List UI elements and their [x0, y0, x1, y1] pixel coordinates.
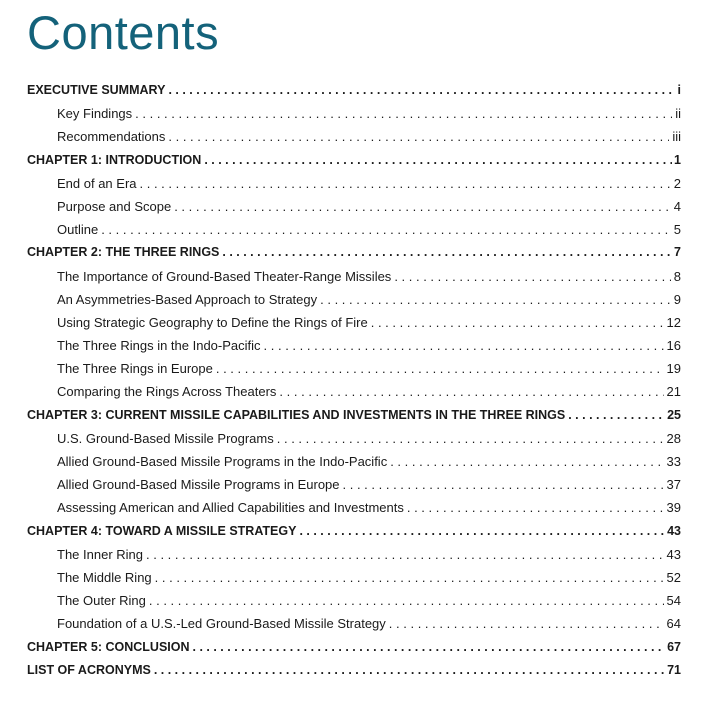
toc-entry-page: 43	[666, 546, 681, 562]
toc-entry-rings-indo-pacific[interactable]	[27, 334, 681, 357]
dot-leader	[279, 380, 663, 403]
toc-entry-page: i	[677, 83, 681, 97]
toc-entry-label: Allied Ground-Based Missile Programs in the Indo-Pacific	[57, 454, 388, 469]
toc-entry-chapter-4[interactable]	[27, 520, 681, 543]
toc-entry-inner-ring[interactable]	[27, 543, 681, 566]
toc-entry-label: LIST OF ACRONYMS	[27, 662, 151, 677]
dot-leader	[168, 79, 675, 102]
toc-entry-label: Using Strategic Geography to Define the Rings of Fire	[57, 314, 368, 330]
toc-entry-label: CHAPTER 4: TOWARD A MISSILE STRATEGY	[27, 523, 297, 538]
toc-entry-ground-based-missiles[interactable]	[27, 265, 681, 288]
dot-leader	[146, 543, 664, 566]
dot-leader	[343, 473, 664, 496]
toc-entry-page: 43	[667, 523, 681, 538]
toc-entry-executive-summary[interactable]	[27, 79, 681, 102]
dot-leader	[389, 612, 664, 635]
toc-entry-label: Allied Ground-Based Missile Programs in Europe	[57, 477, 340, 493]
dot-leader	[193, 636, 666, 659]
toc-entry-recommendations[interactable]	[27, 125, 681, 148]
toc-entry-page: 28	[666, 430, 681, 446]
toc-entry-label: An Asymmetries-Based Approach to Strategy	[57, 291, 318, 307]
toc-entry-allied-indo-pacific[interactable]	[27, 450, 681, 473]
dot-leader	[135, 102, 672, 125]
toc-entry-label: The Importance of Ground-Based Theater-Range Missiles	[57, 268, 392, 284]
toc-entry-label: The Three Rings in Europe	[57, 361, 213, 377]
toc-entry-page: 2	[673, 175, 681, 191]
toc-entry-outline[interactable]	[27, 218, 681, 241]
toc-entry-label: The Outer Ring	[57, 593, 146, 609]
dot-leader	[149, 589, 664, 612]
toc-entry-label: Assessing American and Allied Capabilities and Investments	[57, 500, 404, 516]
page-title: Contents	[27, 6, 220, 59]
toc-entry-page: 25	[667, 407, 681, 422]
dot-leader	[222, 241, 672, 264]
toc-entry-label: U.S. Ground-Based Missile Programs	[57, 430, 274, 446]
toc-entry-page: 8	[673, 268, 681, 284]
toc-entry-page: 16	[666, 338, 681, 354]
toc-entry-label: CHAPTER 1: INTRODUCTION	[27, 152, 202, 167]
toc-entry-asymmetries-approach[interactable]	[27, 288, 681, 311]
toc-entry-page: 7	[674, 245, 681, 260]
toc-entry-assessing-capabilities[interactable]	[27, 496, 681, 519]
toc-entry-page: 21	[666, 384, 681, 400]
toc-entry-comparing-rings[interactable]	[27, 380, 681, 403]
toc-entry-page: 19	[666, 361, 681, 377]
toc-entry-page: 52	[666, 569, 681, 585]
toc-entry-strategic-geography[interactable]	[27, 311, 681, 334]
dot-leader	[204, 149, 672, 172]
toc-entry-label: The Inner Ring	[57, 546, 143, 562]
toc-entry-label: CHAPTER 2: THE THREE RINGS	[27, 245, 220, 260]
dot-leader	[568, 404, 665, 427]
toc-entry-foundation-strategy[interactable]	[27, 612, 681, 635]
toc-entry-page: 64	[666, 616, 681, 632]
table-of-contents	[27, 79, 681, 682]
toc-entry-label: EXECUTIVE SUMMARY	[27, 83, 166, 97]
toc-entry-chapter-3[interactable]	[27, 404, 681, 427]
toc-entry-allied-europe[interactable]	[27, 473, 681, 496]
dot-leader	[174, 195, 671, 218]
toc-entry-label: Outline	[57, 222, 99, 238]
dot-leader	[277, 427, 664, 450]
dot-leader	[390, 450, 663, 473]
toc-entry-page: 5	[673, 222, 681, 238]
toc-entry-page: 67	[667, 639, 681, 654]
toc-entry-page: 71	[667, 662, 681, 677]
toc-entry-key-findings[interactable]	[27, 102, 681, 125]
dot-leader	[371, 311, 664, 334]
toc-entry-label: The Middle Ring	[57, 569, 152, 585]
toc-entry-page: 39	[666, 500, 681, 516]
toc-entry-label: The Three Rings in the Indo-Pacific	[57, 338, 261, 354]
toc-entry-label: Foundation of a U.S.-Led Ground-Based Missile Strategy	[57, 616, 386, 632]
toc-entry-page: 9	[673, 291, 681, 307]
toc-entry-purpose-and-scope[interactable]	[27, 195, 681, 218]
toc-entry-outer-ring[interactable]	[27, 589, 681, 612]
toc-entry-page: ii	[675, 106, 681, 122]
toc-entry-page: 1	[674, 152, 681, 167]
toc-entry-chapter-2[interactable]	[27, 241, 681, 264]
toc-entry-rings-europe[interactable]	[27, 357, 681, 380]
toc-entry-end-of-an-era[interactable]	[27, 172, 681, 195]
toc-entry-page: 37	[666, 477, 681, 493]
dot-leader	[407, 496, 664, 519]
toc-entry-us-missile-programs[interactable]	[27, 427, 681, 450]
dot-leader	[101, 218, 671, 241]
toc-entry-label: Purpose and Scope	[57, 198, 172, 214]
toc-entry-label: Key Findings	[57, 106, 133, 122]
dot-leader	[216, 357, 664, 380]
toc-entry-label: Recommendations	[57, 129, 166, 145]
dot-leader	[299, 520, 665, 543]
toc-entry-page: iii	[672, 129, 681, 145]
dot-leader	[168, 125, 669, 148]
toc-entry-list-of-acronyms[interactable]	[27, 659, 681, 682]
toc-entry-label: Comparing the Rings Across Theaters	[57, 384, 277, 400]
dot-leader	[264, 334, 664, 357]
toc-entry-middle-ring[interactable]	[27, 566, 681, 589]
toc-entry-label: CHAPTER 5: CONCLUSION	[27, 639, 190, 654]
dot-leader	[394, 265, 670, 288]
toc-entry-chapter-5[interactable]	[27, 636, 681, 659]
toc-entry-chapter-1[interactable]	[27, 149, 681, 172]
toc-entry-page: 54	[666, 593, 681, 609]
dot-leader	[320, 288, 671, 311]
dot-leader	[155, 566, 664, 589]
toc-entry-page: 33	[666, 454, 681, 469]
toc-entry-page: 4	[673, 198, 681, 214]
toc-entry-page: 12	[666, 314, 681, 330]
dot-leader	[154, 659, 665, 682]
dot-leader	[140, 172, 671, 195]
toc-entry-label: CHAPTER 3: CURRENT MISSILE CAPABILITIES AND INVESTMENTS IN THE THREE RINGS	[27, 407, 566, 422]
toc-entry-label: End of an Era	[57, 175, 137, 191]
